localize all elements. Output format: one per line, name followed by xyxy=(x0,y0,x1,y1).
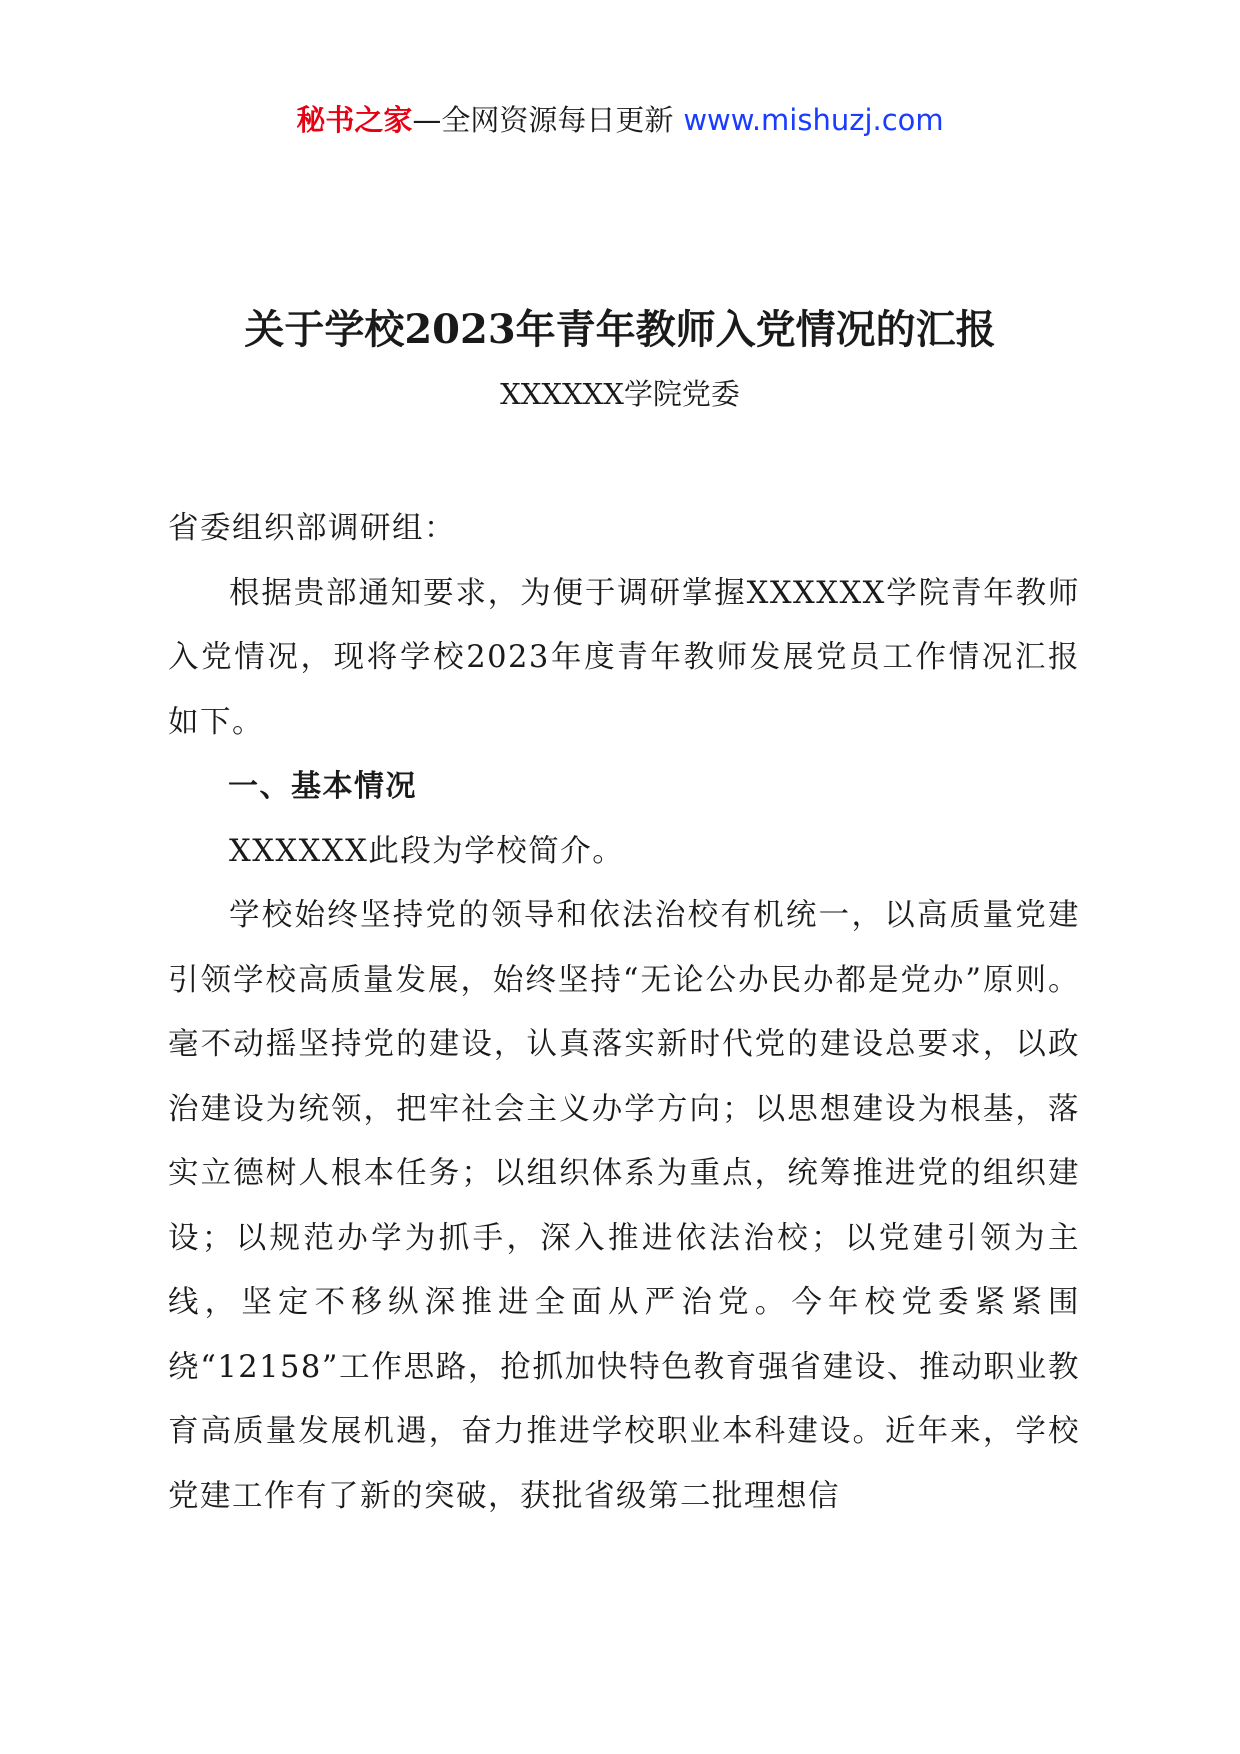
section-paragraph: 学校始终坚持党的领导和依法治校有机统一，以高质量党建引领学校高质量发展，始终坚持“无论公办民办都是党办”原则。毫不动摇坚持党的建设，认真落实新时代党的建设总要求，以政治建设为统领，把牢社会主义办学方向；以思想建设为根基，落实立德树人根本任务；以组织体系为重点，统筹推进党的组织建设；以规范办学为抓手，深入推进依法治校；以党建引领为主线，坚定不移纵深推进全面从严治党。今年校党委紧紧围绕“12158”工作思路，抢抓加快特色教育强省建设、推动职业教育高质量发展机遇，奋力推进学校职业本科建设。近年来，学校党建工作有了新的突破，获批省级第二批理想信 xyxy=(168,898,1080,1514)
document-issuer: XXXXXX学院党委 xyxy=(500,377,740,411)
document-body xyxy=(168,497,1080,1529)
site-slogan: —全网资源每日更新 xyxy=(412,103,674,137)
site-brand-name: 秘书之家 xyxy=(296,103,413,137)
site-header-banner xyxy=(0,100,1240,140)
section-heading: 一、基本情况 xyxy=(228,769,417,804)
section-paragraph: XXXXXX此段为学校简介。 xyxy=(229,833,625,869)
document-title: 关于学校2023年青年教师入党情况的汇报 xyxy=(244,306,996,353)
salutation: 省委组织部调研组： xyxy=(168,511,456,546)
intro-paragraph: 根据贵部通知要求，为便于调研掌握XXXXXX学院青年教师入党情况，现将学校2023年度青年教师发展党员工作情况汇报如下。 xyxy=(168,575,1080,740)
site-url-link[interactable]: www.mishuzj.com xyxy=(683,103,944,137)
